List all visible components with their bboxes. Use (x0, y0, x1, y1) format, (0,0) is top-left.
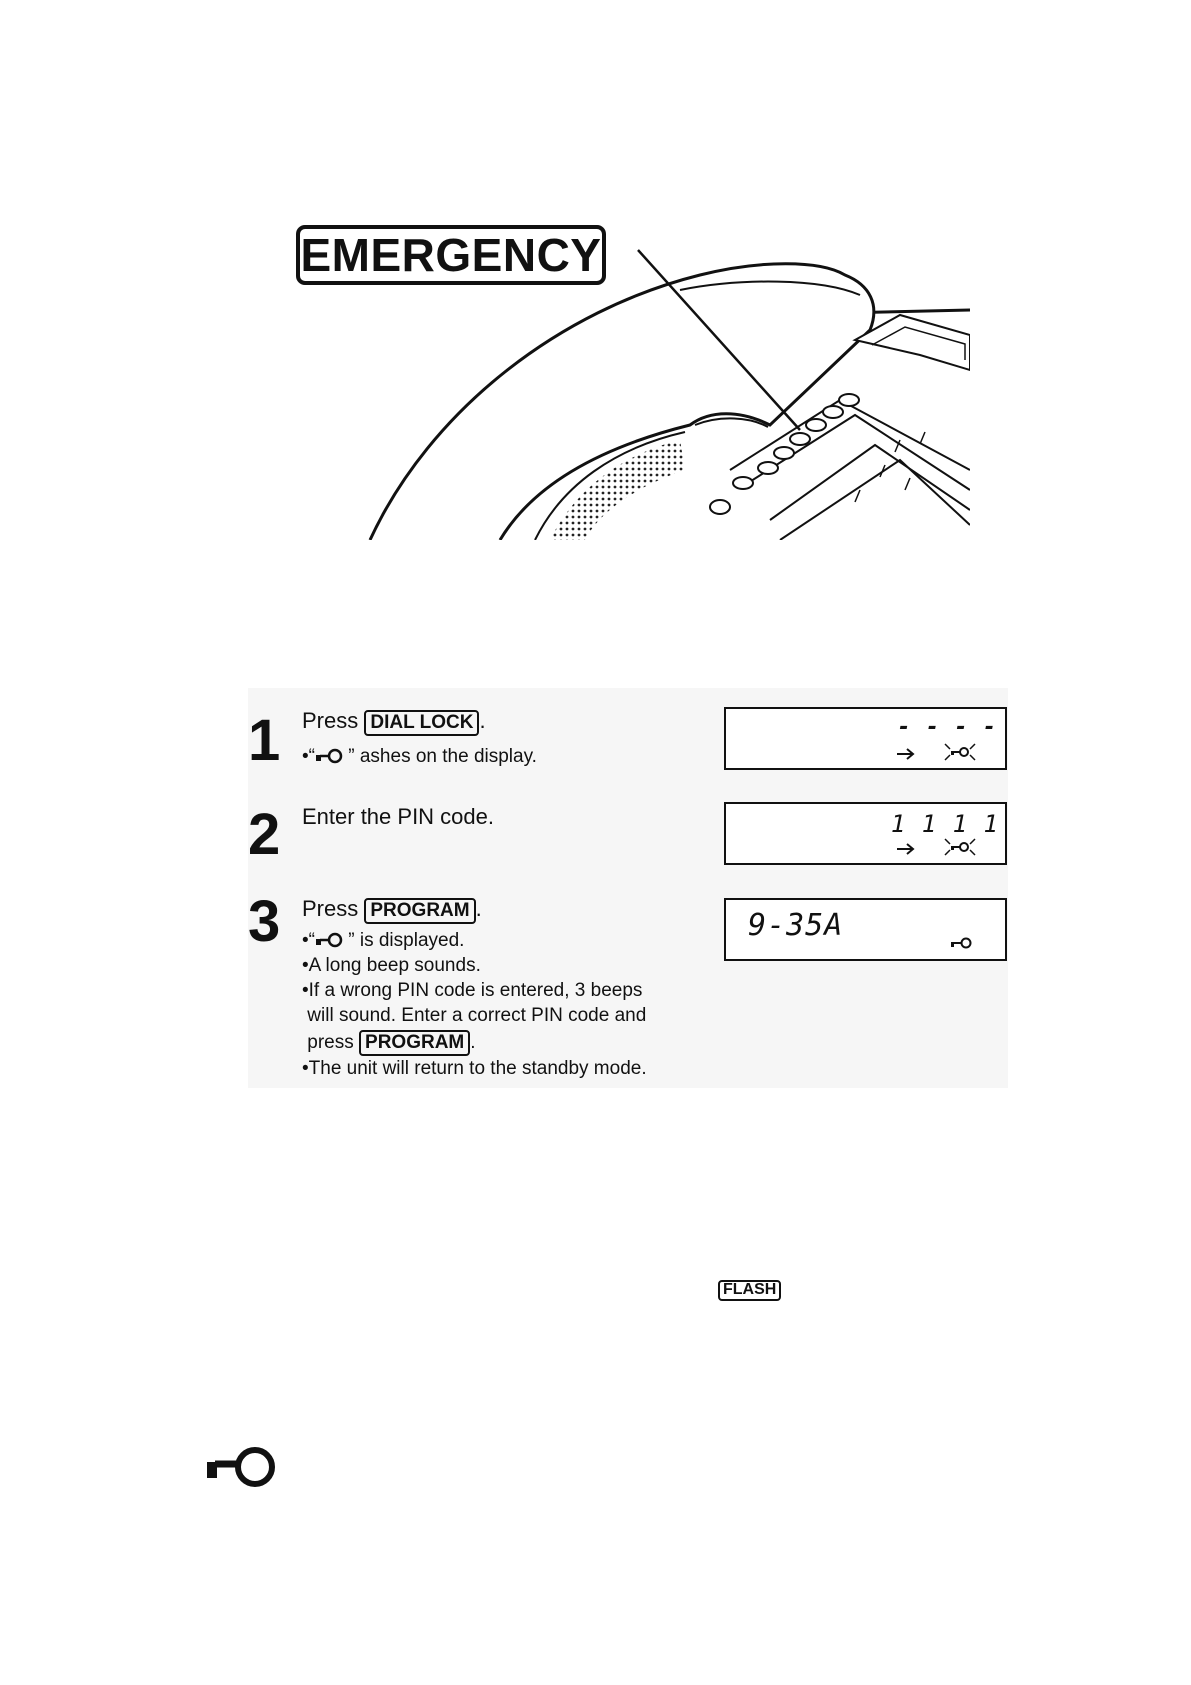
flash-key-label (718, 1280, 781, 1301)
note-post: ” is displayed. (342, 930, 465, 951)
step-3-title (302, 898, 482, 924)
step-3-note-5 (302, 1030, 722, 1056)
step-3-prefix: Press (302, 896, 359, 921)
step-1-note (302, 744, 537, 769)
dial-lock-key: DIAL LOCK (364, 710, 479, 736)
step-3-number: 3 (248, 889, 281, 954)
note-pre: •“ (302, 930, 315, 951)
step-3-note-3: •If a wrong PIN code is entered, 3 beeps (302, 980, 643, 1001)
note-pre: •“ (302, 746, 315, 767)
emergency-label-text: EMERGENCY (300, 229, 602, 281)
lcd-dashes: - - - - (897, 715, 997, 740)
key-steady-icon (950, 936, 974, 950)
note-period: . (470, 1032, 476, 1053)
step-3-note-4: will sound. Enter a correct PIN code and (302, 1005, 647, 1026)
step-3-note-1 (302, 928, 722, 953)
key-icon (315, 748, 343, 764)
note-press-text: press (302, 1032, 354, 1053)
step-3-note-2: •A long beep sounds. (302, 955, 481, 976)
key-icon (205, 1442, 285, 1492)
lcd-display-step-2 (724, 802, 1007, 865)
lcd-pin-digits: 1 1 1 1 (890, 810, 999, 838)
step-3-notes (302, 928, 722, 1081)
emergency-button-label (296, 225, 606, 285)
flash-key-text: FLASH (718, 1280, 781, 1301)
key-flashing-icon (942, 741, 978, 763)
arrow-icon (896, 747, 916, 761)
key-flashing-icon (942, 836, 978, 858)
arrow-icon (896, 842, 916, 856)
step-1-title (302, 710, 486, 736)
step-1-prefix: Press (302, 708, 359, 733)
step-1-suffix: . (479, 708, 486, 733)
step-2-number: 2 (248, 802, 281, 867)
step-2-title: Enter the PIN code. (302, 804, 494, 829)
step-1-number: 1 (248, 708, 281, 773)
step-3-suffix: . (475, 896, 482, 921)
lcd-time-readout: 9-35A (748, 908, 844, 943)
lcd-display-step-1 (724, 707, 1007, 770)
program-key: PROGRAM (364, 898, 475, 924)
program-key: PROGRAM (359, 1030, 470, 1056)
lcd-display-step-3 (724, 898, 1007, 961)
note-post: ” ashes on the display. (342, 746, 537, 767)
step-3-note-6: •The unit will return to the standby mode. (302, 1057, 647, 1079)
key-icon (315, 932, 343, 948)
